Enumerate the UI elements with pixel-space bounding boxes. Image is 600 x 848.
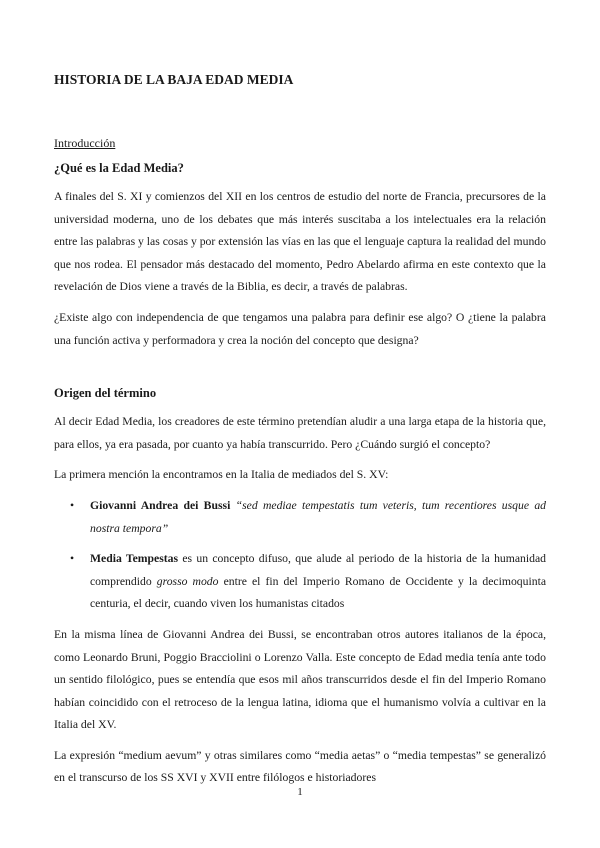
document-title: HISTORIA DE LA BAJA EDAD MEDIA (54, 72, 294, 87)
bullet-text: es un concepto difuso, que alude al periodo de la historia de la humanidad comprendido (90, 552, 547, 588)
bullet-list (54, 495, 546, 616)
bullet-marker: • (70, 498, 75, 512)
section-spacer (54, 360, 546, 386)
origin-heading: Origen del término (54, 386, 157, 401)
paragraph-5: En la misma línea de Giovanni Andrea dei Bussi, se encontraban otros autores italianos de la época, como Leonardo Bruni, Poggio Bracciolini o Lorenzo Valla. Este concepto de Edad media tenía ante todo un sentido filológico, pues se entendía que esos mil años transcurridos desde el fin del Imperio Romano habían coincidido con el retroceso de la lengua latina, idioma que el humanismo volvía a cultivar en la Italia del XV. (54, 627, 546, 732)
paragraph-3: Al decir Edad Media, los creadores de este término pretendían aludir a una larga etapa de la historia que, para ellos, ya era pasada, por cuanto ya había transcurrido. Pero ¿Cuándo surgió el concepto? (54, 415, 546, 451)
bullet-marker: • (70, 552, 75, 566)
bullet-item (54, 548, 546, 616)
bullet-quote: “sed mediae tempestatis tum veteris, tum recentiores usque ad nostra tempora” (90, 498, 547, 535)
page-number: 1 (297, 786, 303, 798)
paragraph-4: La primera mención la encontramos en la Italia de mediados del S. XV: (54, 468, 389, 482)
paragraph-1: A finales del S. XI y comienzos del XII en los centros de estudio del norte de Francia, precursores de la universidad moderna, uno de los debates que más interés suscitaba a los intelectuales era la relación entre las palabras y las cosas y por extensión las vías en las que el lenguaje captura la realidad del mundo que nos rodea. El pensador más destacado del momento, Pedro Abelardo afirma en este contexto que la revelación de Dios viene a través de la Biblia, es decir, a través de palabras. (54, 190, 546, 294)
question-heading: ¿Qué es la Edad Media? (54, 161, 184, 175)
paragraph-6: La expresión “medium aevum” y otras similares como “media aetas” o “media tempestas” se generalizó en el transcurso de los SS XVI y XVII entre filólogos e historiadores (54, 748, 546, 785)
paragraph-2: ¿Existe algo con independencia de que tengamos una palabra para definir ese algo? O ¿tiene la palabra una función activa y performadora y crea la noción del concepto que designa? (54, 310, 546, 347)
bullet-text: entre el fin del Imperio Romano de Occidente y la decimoquinta centuria, el decir, cuando viven los humanistas citados (90, 574, 547, 611)
bullet-item (54, 495, 546, 540)
intro-heading: Introducción (54, 136, 116, 150)
bullet-term: Giovanni Andrea dei Bussi (90, 498, 231, 512)
bullet-italic-phrase: grosso modo (156, 574, 219, 588)
bullet-term: Media Tempestas (90, 552, 179, 566)
page-content (54, 72, 546, 798)
